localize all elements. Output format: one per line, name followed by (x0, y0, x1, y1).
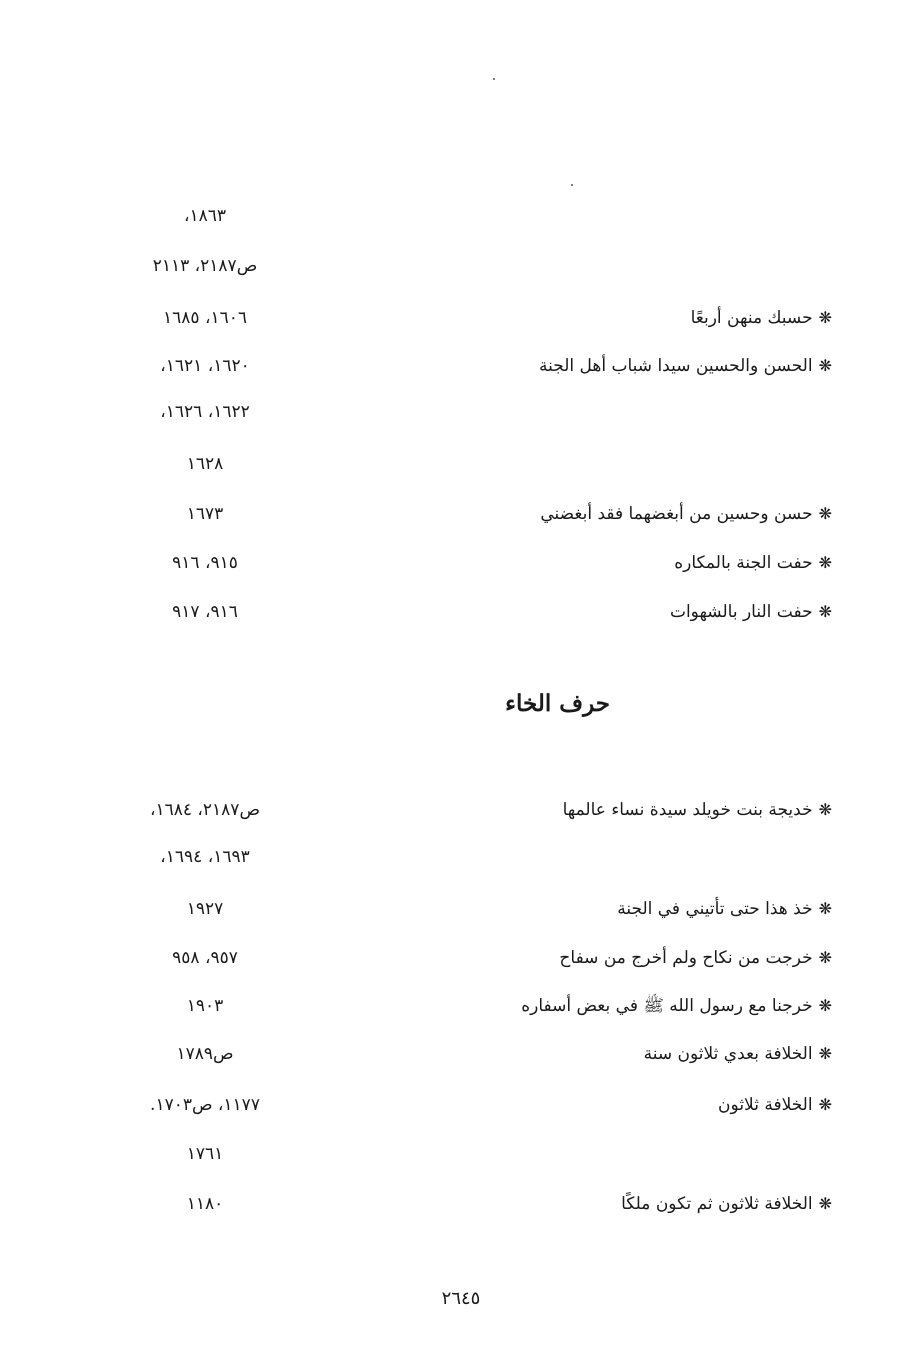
reference-numbers: ١٩٠٣ (186, 996, 224, 1016)
star-icon: ❋ (818, 1044, 832, 1063)
hadith-entry (718, 1085, 832, 1125)
reference-numbers: ١٦٠٦، ١٦٨٥ (163, 308, 247, 328)
reference-numbers: ١١٧٧، ص١٧٠٣. (150, 1095, 260, 1115)
index-row (0, 837, 922, 877)
reference-numbers: ١٧٦١ (186, 1144, 224, 1164)
index-row (0, 1034, 922, 1074)
hadith-text: الخلافة ثلاثون (718, 1095, 813, 1115)
hadith-text: حفت النار بالشهوات (669, 602, 813, 622)
hadith-text: خرجت من نكاح ولم أخرج من سفاح (559, 948, 813, 968)
reference-numbers: ص١٧٨٩ (176, 1044, 234, 1064)
reference-numbers: ١٦٢٠، ١٦٢١، (160, 356, 250, 376)
hadith-entry (539, 346, 832, 386)
index-row (0, 986, 922, 1026)
hadith-text: خديجة بنت خويلد سيدة نساء عالمها (562, 800, 813, 820)
section-title: حرف الخاء (505, 690, 610, 717)
star-icon: ❋ (818, 602, 832, 621)
index-row (0, 298, 922, 338)
reference-numbers: ٩٥٧، ٩٥٨ (172, 948, 238, 968)
reference-numbers: ٩١٦، ٩١٧ (172, 602, 238, 622)
hadith-text: خرجنا مع رسول الله ﷺ في بعض أسفاره (521, 996, 813, 1016)
hadith-entry (540, 494, 832, 534)
hadith-text: الخلافة ثلاثون ثم تكون ملكًا (621, 1194, 813, 1214)
reference-numbers: ١١٨٠ (186, 1194, 224, 1214)
index-row (0, 346, 922, 386)
reference-numbers: ١٦٢٢، ١٦٢٦، (160, 402, 250, 422)
index-row (0, 444, 922, 484)
hadith-entry (559, 938, 832, 978)
reference-numbers: ص٢١٨٧، ٢١١٣ (152, 256, 258, 276)
hadith-text: حسن وحسين من أبغضهما فقد أبغضني (540, 504, 813, 524)
star-icon: ❋ (818, 948, 832, 967)
star-icon: ❋ (818, 800, 832, 819)
index-row (0, 196, 922, 236)
hadith-text: حسبك منهن أربعًا (690, 308, 813, 328)
hadith-text: الحسن والحسين سيدا شباب أهل الجنة (539, 356, 813, 376)
index-row (0, 494, 922, 534)
index-row (0, 543, 922, 583)
star-icon: ❋ (818, 553, 832, 572)
reference-numbers: ١٦٧٣ (186, 504, 224, 524)
scan-speck (571, 184, 573, 186)
index-row (0, 246, 922, 286)
hadith-text: خذ هذا حتى تأتيني في الجنة (617, 899, 813, 919)
reference-numbers: ص٢١٨٧، ١٦٨٤، (149, 800, 260, 820)
star-icon: ❋ (818, 504, 832, 523)
hadith-entry (521, 986, 832, 1026)
reference-numbers: ١٨٦٣، (183, 206, 227, 226)
star-icon: ❋ (818, 308, 832, 327)
reference-numbers: ١٦٢٨ (186, 454, 224, 474)
star-icon: ❋ (818, 899, 832, 918)
index-row (0, 1085, 922, 1125)
hadith-entry (621, 1184, 832, 1224)
reference-numbers: ١٦٩٣، ١٦٩٤، (160, 847, 250, 867)
index-row (0, 1184, 922, 1224)
hadith-text: الخلافة بعدي ثلاثون سنة (643, 1044, 813, 1064)
hadith-entry (617, 889, 832, 929)
index-row (0, 592, 922, 632)
hadith-entry (670, 592, 832, 632)
index-row (0, 889, 922, 929)
index-row (0, 938, 922, 978)
star-icon: ❋ (818, 356, 832, 375)
hadith-entry (674, 543, 832, 583)
reference-numbers: ٩١٥، ٩١٦ (172, 553, 238, 573)
index-row (0, 790, 922, 830)
index-row (0, 392, 922, 432)
scan-speck (493, 78, 495, 80)
hadith-entry (691, 298, 832, 338)
hadith-entry (644, 1034, 832, 1074)
star-icon: ❋ (818, 1095, 832, 1114)
index-row (0, 1134, 922, 1174)
star-icon: ❋ (818, 996, 832, 1015)
star-icon: ❋ (818, 1194, 832, 1213)
reference-numbers: ١٩٢٧ (186, 899, 224, 919)
hadith-entry (563, 790, 832, 830)
hadith-text: حفت الجنة بالمكاره (674, 553, 813, 573)
page-number: ٢٦٤٥ (441, 1288, 481, 1309)
